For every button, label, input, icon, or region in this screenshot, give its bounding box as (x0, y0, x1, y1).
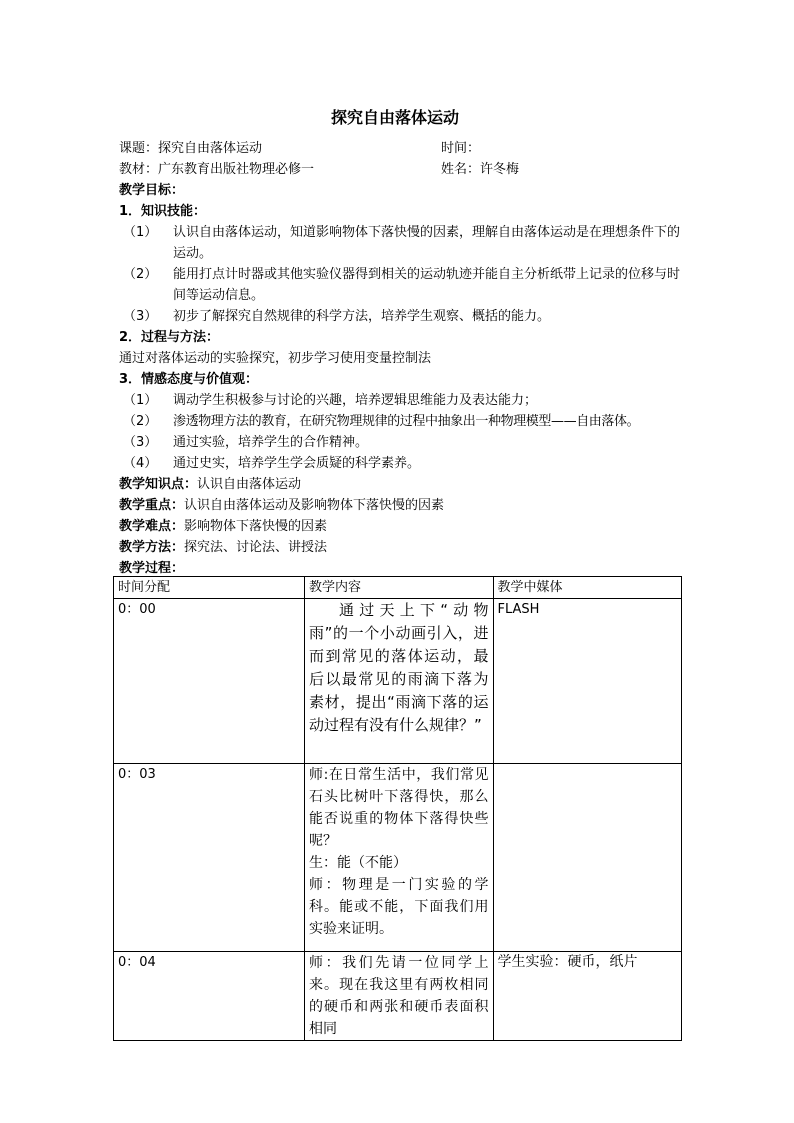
item-index: （4） (123, 456, 158, 471)
process-method-text: 通过对落体运动的实验探究，初步学习使用变量控制法 (119, 351, 432, 366)
item-text: 认识自由落体运动，知道影响物体下落快慢的因素，理解自由落体运动是在理想条件下的运动。 (173, 225, 681, 261)
content-paragraph: 师：我们先请一位同学上来。现在我这里有两枚相同的硬币和两张和硬币表面积相同 (309, 955, 489, 1037)
header-media: 教学中媒体 (493, 577, 681, 599)
key-point-line (119, 495, 681, 516)
goals-heading: 教学目标： (119, 183, 185, 198)
knowledge-item (119, 306, 681, 327)
key-point-text: 认识自由落体运动及影响物体下落快慢的因素 (184, 498, 445, 513)
time-field: 时间： (441, 141, 481, 156)
item-index: （1） (123, 393, 158, 408)
header-content: 教学内容 (305, 577, 494, 599)
name-field: 姓名：许冬梅 (441, 162, 520, 177)
method-text: 探究法、讨论法、讲授法 (184, 540, 328, 555)
time-cell: 0：04 (114, 952, 305, 1041)
item-text: 通过实验，培养学生的合作精神。 (173, 435, 369, 450)
item-index: （2） (123, 267, 158, 282)
teaching-process-table (113, 576, 682, 1041)
course-field: 课题：探究自由落体运动 (119, 141, 263, 156)
header-time: 时间分配 (114, 577, 305, 599)
key-point-label: 教学重点： (119, 498, 185, 513)
process-method-heading: 2．过程与方法： (119, 330, 220, 345)
item-text: 初步了解探究自然规律的科学方法，培养学生观察、概括的能力。 (173, 309, 551, 324)
content-cell (305, 764, 494, 952)
knowledge-point-line (119, 474, 681, 495)
media-cell: 学生实验：硬币，纸片 (493, 952, 681, 1041)
content-paragraph: 师:在日常生活中，我们常见石头比树叶下落得快，那么能否说重的物体下落得快些呢？ (309, 767, 489, 849)
attitude-list (119, 390, 681, 474)
attitude-item (119, 453, 681, 474)
content-paragraph: 通过天上下“动物雨”的一个小动画引入，进而到常见的落体运动，最后以最常见的雨滴下落为素材，提出“雨滴下落的运动过程有没有什么规律？” (309, 601, 489, 734)
document-title: 探究自由落体运动 (330, 108, 459, 127)
item-index: （3） (123, 435, 158, 450)
attitude-item (119, 411, 681, 432)
knowledge-item (119, 264, 681, 306)
time-cell: 0：03 (114, 764, 305, 952)
media-cell (493, 764, 681, 952)
knowledge-heading: 1．知识技能： (119, 204, 207, 219)
media-cell: FLASH (493, 599, 681, 764)
process-heading: 教学过程： (119, 561, 185, 576)
attitude-item (119, 390, 681, 411)
time-cell: 0：00 (114, 599, 305, 764)
item-index: （2） (123, 414, 158, 429)
knowledge-point-text: 认识自由落体运动 (197, 477, 302, 492)
item-text: 渗透物理方法的教育，在研究物理规律的过程中抽象出一种物理模型——自由落体。 (173, 414, 640, 429)
content-paragraph: 生：能（不能） (309, 855, 408, 871)
difficulty-line (119, 516, 681, 537)
item-text: 能用打点计时器或其他实验仪器得到相关的运动轨迹并能自主分析纸带上记录的位移与时间等运动信息。 (173, 267, 681, 303)
table-row (114, 764, 682, 952)
method-line (119, 537, 681, 558)
item-text: 调动学生积极参与讨论的兴趣，培养逻辑思维能力及表达能力； (173, 393, 538, 408)
method-label: 教学方法： (119, 540, 185, 555)
lesson-plan-page (119, 98, 681, 579)
knowledge-item (119, 222, 681, 264)
meta-row-1 (119, 138, 681, 159)
table-header-row (114, 577, 682, 599)
knowledge-point-label: 教学知识点： (119, 477, 198, 492)
table-row (114, 599, 682, 764)
difficulty-text: 影响物体下落快慢的因素 (184, 519, 328, 534)
difficulty-label: 教学难点： (119, 519, 185, 534)
item-index: （1） (123, 225, 158, 240)
item-index: （3） (123, 309, 158, 324)
attitude-heading: 3．情感态度与价值观： (119, 372, 259, 387)
table-row (114, 952, 682, 1041)
content-cell (305, 952, 494, 1041)
material-field: 教材：广东教育出版社物理必修一 (119, 162, 315, 177)
knowledge-list (119, 222, 681, 327)
item-text: 通过史实，培养学生学会质疑的科学素养。 (173, 456, 421, 471)
content-cell (305, 599, 494, 764)
content-paragraph: 师：物理是一门实验的学科。能或不能，下面我们用实验来证明。 (309, 877, 489, 937)
attitude-item (119, 432, 681, 453)
meta-row-2 (119, 159, 681, 180)
